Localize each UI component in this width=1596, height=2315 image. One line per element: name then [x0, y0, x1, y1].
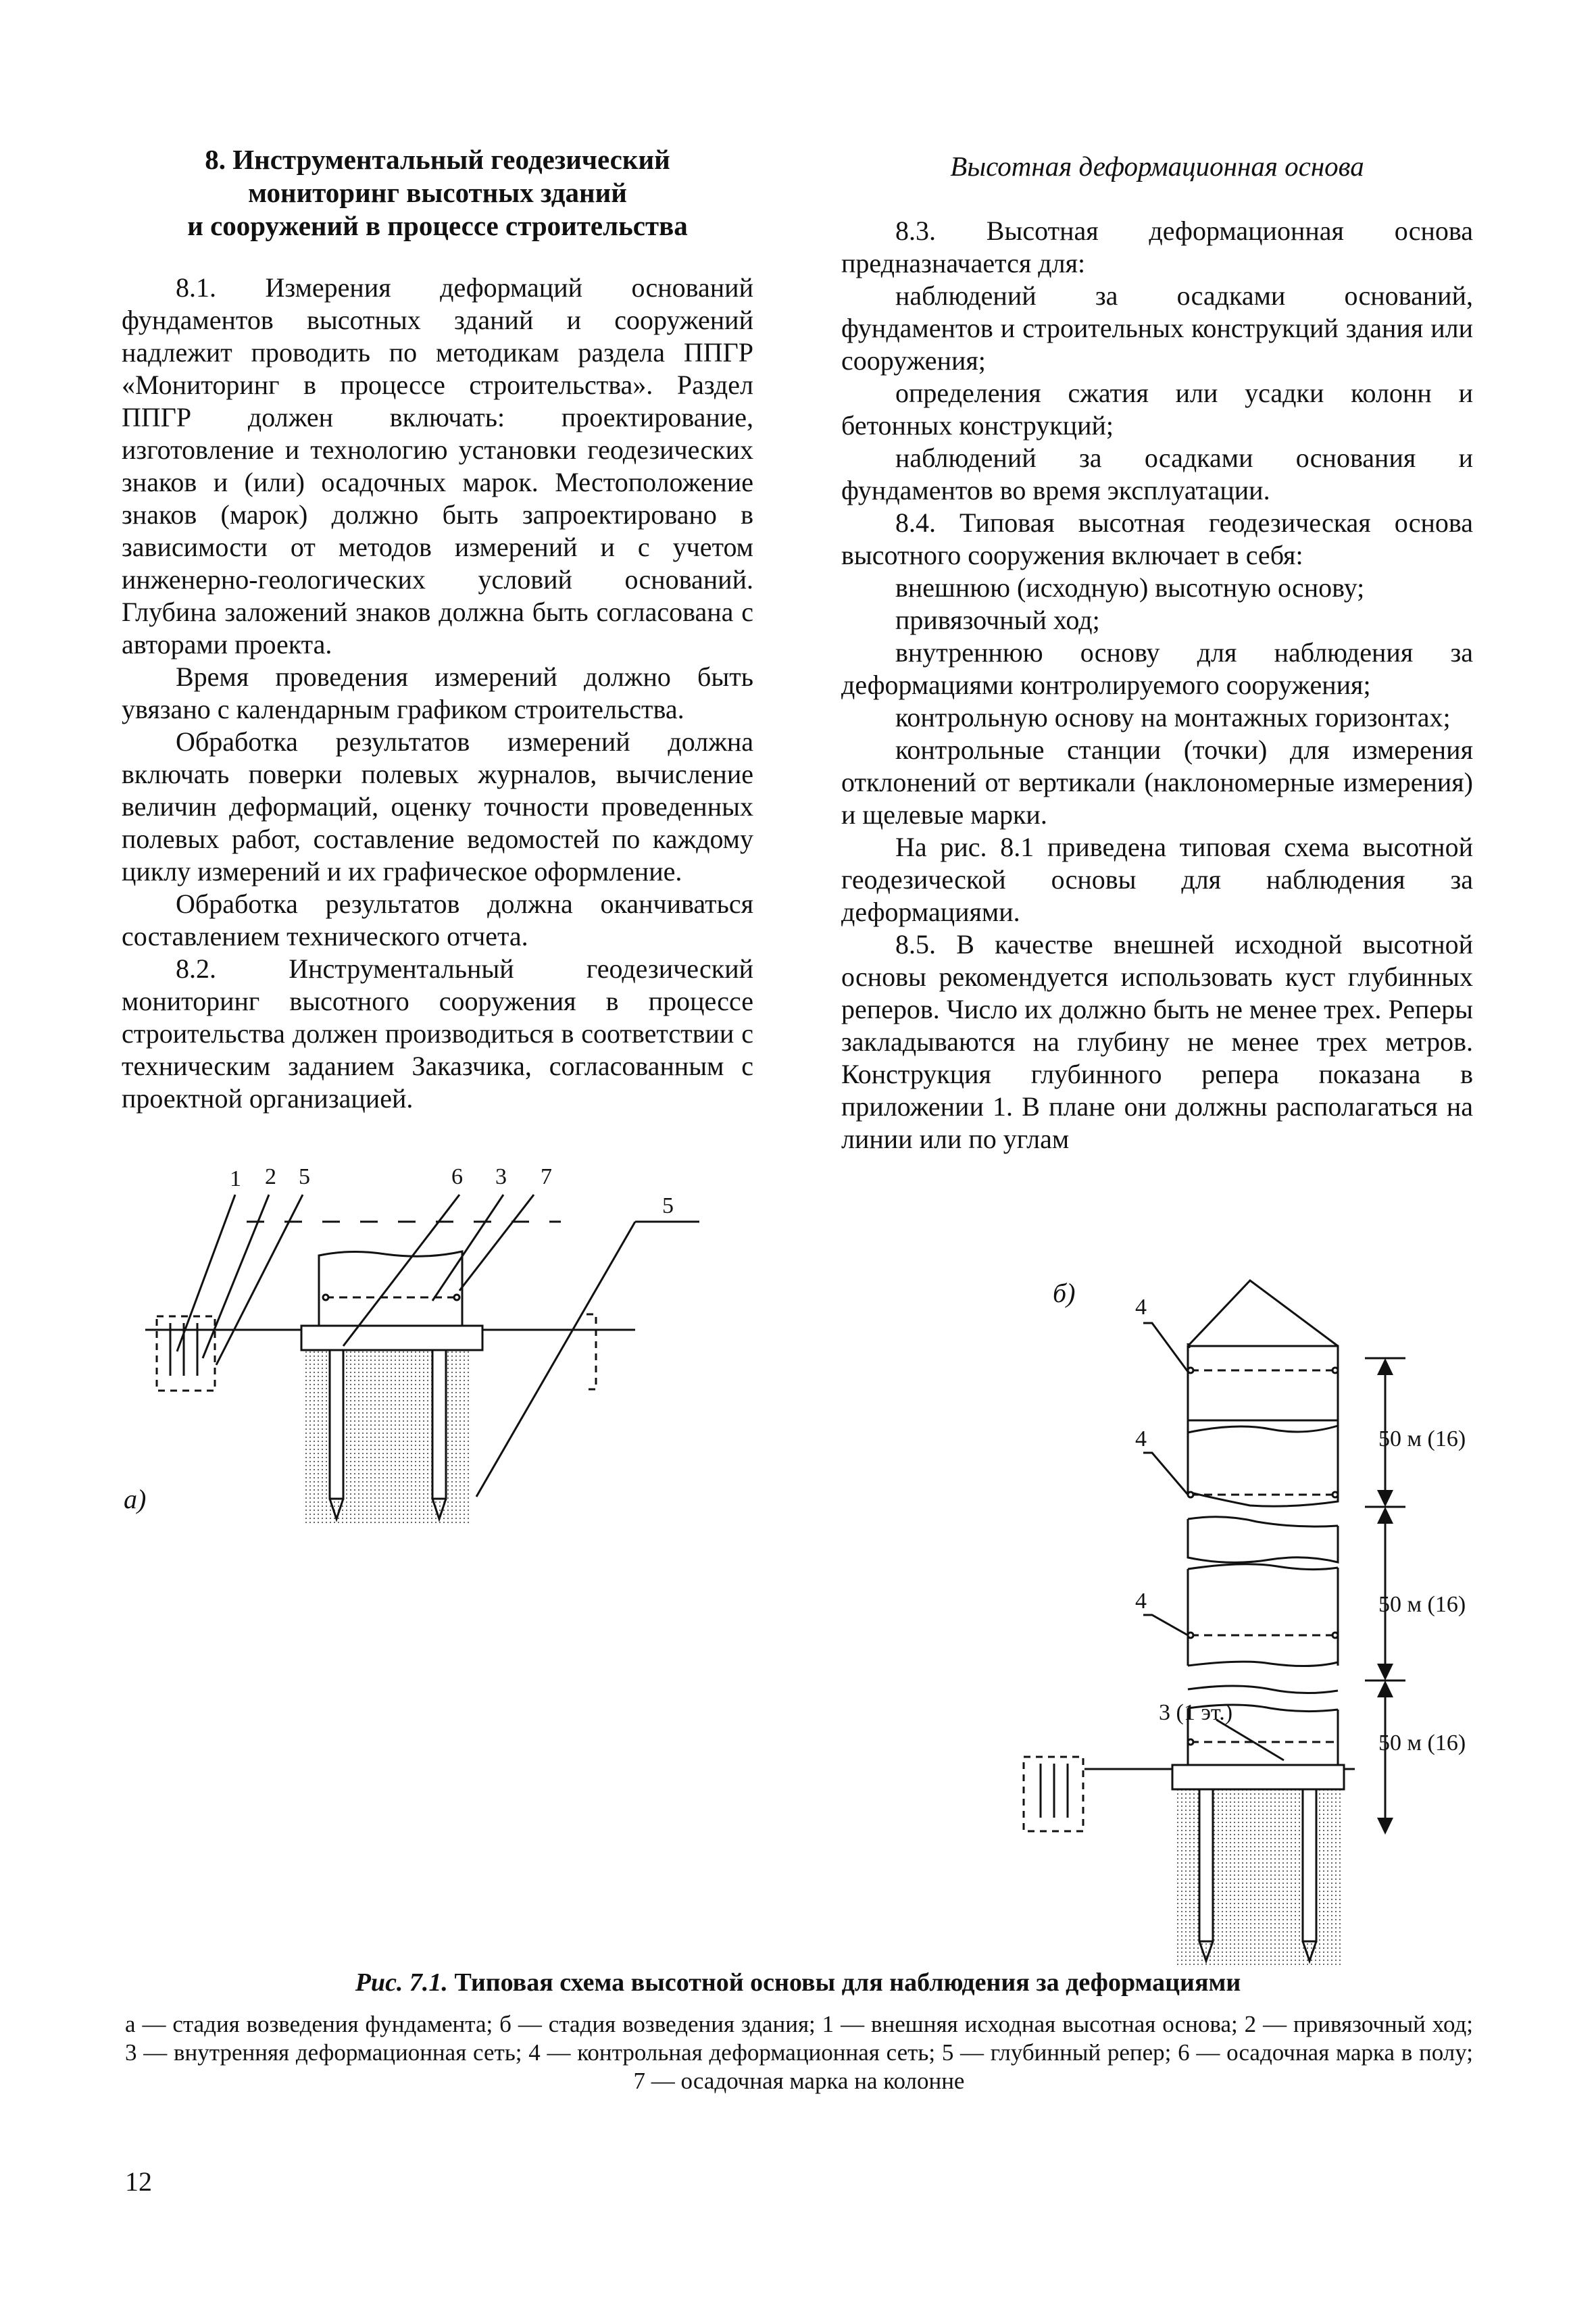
figure-caption-title: [0, 1968, 1596, 1997]
paragraph-8-3: 8.3. Высотная деформационная основа предназначается для:: [841, 216, 1473, 278]
list-item-control-base: контрольную основу на монтажных горизонтах;: [895, 702, 1451, 732]
diagram-b-labels: [1135, 1295, 1466, 1756]
label-4-top: 4: [1135, 1295, 1147, 1320]
list-item-compression: определения сжатия или усадки колонн и бетонных конструкций;: [841, 378, 1473, 441]
label-3-floor: 3 (1 эт.): [1159, 1700, 1233, 1725]
list-item-operation: наблюдений за осадками основания и фундаментов во время эксплуатации.: [841, 443, 1473, 505]
num-5: 5: [299, 1164, 310, 1189]
list-item-tie-run: привязочный ход;: [895, 605, 1100, 635]
figure-caption-title-text: Типовая схема высотной основы для наблюдения за деформациями: [454, 1968, 1241, 1997]
paragraph-processing: Обработка результатов измерений должна включать поверки полевых журналов, вычисление величин деформаций, оценку точности проведенных полевых работ, составление ведомостей по каждому циклу измерений и их графическое оформление.: [122, 726, 753, 887]
num-5b: 5: [662, 1193, 674, 1218]
figure-label-b: б): [1053, 1278, 1076, 1308]
label-4-low: 4: [1135, 1589, 1147, 1614]
section-heading-line-3: и сооружений в процессе строительства: [187, 210, 688, 241]
num-1: 1: [230, 1166, 241, 1191]
list-item-external-base: внешнюю (исходную) высотную основу;: [895, 572, 1365, 603]
num-3: 3: [495, 1164, 507, 1189]
num-2: 2: [265, 1164, 276, 1189]
figure-caption-legend: а — стадия возведения фундамента; б — стадия возведения здания; 1 — внешняя исходная высотная основа; 2 — привязочный ход; 3 — внутренняя деформационная сеть; 4 — контрольная деформационная сеть; 5 — глубинный репер; 6 — осадочная марка в полу; 7 — осадочная марка на колонне: [125, 2011, 1473, 2094]
num-7: 7: [541, 1164, 552, 1189]
list-item-internal-base: внутреннюю основу для наблюдения за деформациями контролируемого сооружения;: [841, 637, 1473, 700]
diagram-a: [145, 1195, 699, 1524]
page-number: 12: [125, 2166, 152, 2197]
label-4-mid: 4: [1135, 1426, 1147, 1451]
diagram-a-numbers: [230, 1164, 674, 1218]
paragraph-8-5: 8.5. В качестве внешней исходной высотной основы рекомендуется использовать куст глубинных реперов. Число их должно быть не менее трех. Реперы закладываются на глубину не менее трех метров. Конструкция глубинного репера показана в приложении 1. В плане они должны располагаться на линии или по углам: [841, 929, 1473, 1154]
subsection-heading: Высотная деформационная основа: [950, 151, 1364, 182]
section-heading-line-1: 8. Инструментальный геодезический: [205, 144, 670, 175]
dim-2: 50 м (16): [1378, 1592, 1466, 1617]
paragraph-8-1: 8.1. Измерения деформаций оснований фундаментов высотных зданий и сооружений надлежит проводить по методикам раздела ППГР «Мониторинг в процессе строительства». Раздел ППГР должен включать: проектирование, изготовление и технологию установки геодезических знаков и (или) осадочных марок. Местоположение знаков (марок) должно быть запроектировано в зависимости от методов измерений и с учетом инженерно-геологических условий оснований. Глубина заложений знаков должна быть согласована с авторами проекта.: [122, 272, 753, 659]
paragraph-schedule: Время проведения измерений должно быть увязано с календарным графиком строительства.: [122, 662, 753, 724]
section-heading-line-2: мониторинг высотных зданий: [248, 177, 627, 208]
dim-1: 50 м (16): [1378, 1426, 1466, 1451]
figure-label-a: а): [124, 1484, 147, 1514]
paragraph-8-4: 8.4. Типовая высотная геодезическая основа высотного сооружения включает в себя:: [841, 507, 1473, 570]
list-item-settlement: наблюдений за осадками оснований, фундаментов и строительных конструкций здания или сооружения;: [841, 280, 1473, 376]
list-item-stations: контрольные станции (точки) для измерения отклонений от вертикали (наклономерные измерения) и щелевые марки.: [841, 735, 1473, 830]
diagram-b: [1024, 1280, 1405, 1965]
paragraph-report: Обработка результатов должна оканчиваться составлением технического отчета.: [122, 889, 753, 951]
paragraph-8-2: 8.2. Инструментальный геодезический мониторинг высотного сооружения в процессе строительства должен производиться в соответствии с техническим заданием Заказчика, согласованным с проектной организацией.: [122, 953, 753, 1114]
figure-caption-prefix: Рис. 7.1.: [355, 1968, 448, 1997]
dim-3: 50 м (16): [1378, 1731, 1466, 1756]
num-6: 6: [451, 1164, 463, 1189]
paragraph-figure-ref: На рис. 8.1 приведена типовая схема высотной геодезической основы для наблюдения за деформациями.: [841, 832, 1473, 927]
